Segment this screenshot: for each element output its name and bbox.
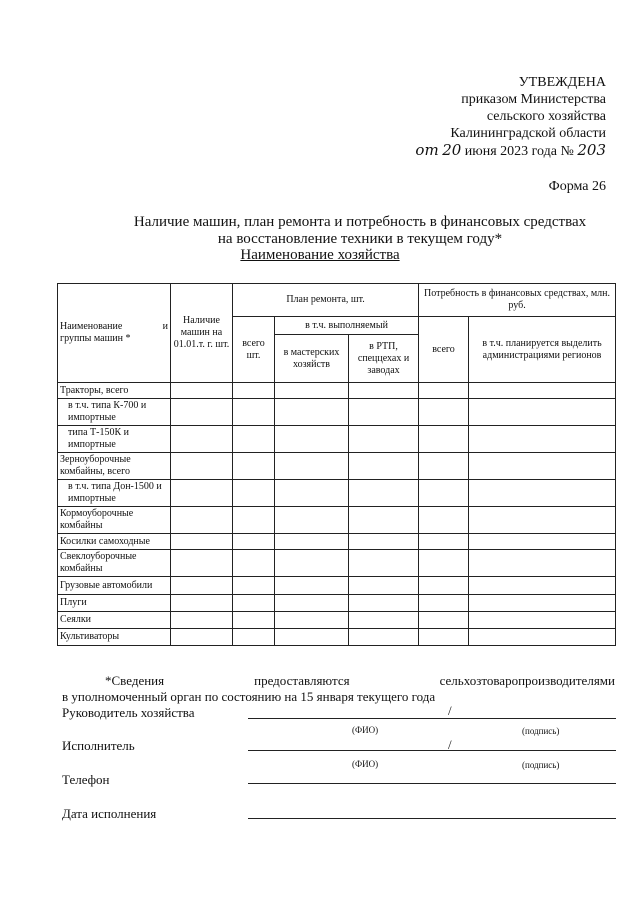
cell[interactable]	[275, 595, 349, 612]
head-signature-line[interactable]	[248, 718, 616, 719]
executor-signature-line[interactable]	[248, 750, 616, 751]
cell[interactable]	[171, 577, 233, 595]
cell[interactable]	[275, 534, 349, 550]
approval-block	[346, 74, 606, 160]
footnote-word1: *Сведения	[105, 673, 165, 688]
table-row	[58, 453, 616, 480]
cell[interactable]	[469, 534, 616, 550]
row-label: Тракторы, всего	[58, 383, 171, 399]
header-need-total: всего	[419, 317, 469, 383]
header-incl-done: в т.ч. выполняемый	[275, 317, 419, 335]
farm-name-label: Наименование хозяйства	[240, 247, 400, 263]
cell[interactable]	[419, 399, 469, 426]
approval-line1: приказом Министерства	[461, 92, 606, 107]
cell[interactable]	[349, 534, 419, 550]
cell[interactable]	[275, 550, 349, 577]
table-row	[58, 612, 616, 629]
head-separator: /	[448, 703, 452, 718]
cell[interactable]	[469, 507, 616, 534]
cell[interactable]	[171, 534, 233, 550]
cell[interactable]	[171, 399, 233, 426]
cell[interactable]	[275, 612, 349, 629]
header-rtp: в РТП, спеццехах и заводах	[349, 335, 419, 383]
cell[interactable]	[419, 629, 469, 646]
cell[interactable]	[419, 383, 469, 399]
header-workshops: в мастерских хозяйств	[275, 335, 349, 383]
footnote-line1	[105, 673, 615, 689]
table-row	[58, 577, 616, 595]
cell[interactable]	[349, 383, 419, 399]
head-label: Руководитель хозяйства	[62, 705, 195, 720]
cell[interactable]	[349, 453, 419, 480]
cell[interactable]	[171, 453, 233, 480]
cell[interactable]	[233, 612, 275, 629]
cell[interactable]	[233, 534, 275, 550]
row-label: Культиваторы	[58, 629, 171, 646]
table-row	[58, 507, 616, 534]
cell[interactable]	[419, 534, 469, 550]
cell[interactable]	[233, 629, 275, 646]
cell[interactable]	[469, 426, 616, 453]
cell[interactable]	[469, 383, 616, 399]
row-label: Зерноуборочные комбайны, всего	[58, 453, 171, 480]
executor-label: Исполнитель	[62, 738, 135, 753]
table-row	[58, 595, 616, 612]
executor-separator: /	[448, 737, 452, 752]
table-row	[58, 550, 616, 577]
cell[interactable]	[233, 453, 275, 480]
date-label: Дата исполнения	[62, 806, 157, 821]
cell[interactable]	[469, 453, 616, 480]
cell[interactable]	[469, 577, 616, 595]
cell[interactable]	[349, 507, 419, 534]
header-name-a: Наименование	[60, 321, 123, 332]
row-label: Косилки самоходные	[58, 534, 171, 550]
cell[interactable]	[349, 629, 419, 646]
executor-sign-caption: (подпись)	[522, 760, 560, 770]
cell[interactable]	[469, 399, 616, 426]
phone-line[interactable]	[248, 783, 616, 784]
row-label: Сеялки	[58, 612, 171, 629]
table-row	[58, 399, 616, 426]
cell[interactable]	[171, 629, 233, 646]
cell[interactable]	[233, 426, 275, 453]
date-line[interactable]	[248, 818, 616, 819]
row-label: Плуги	[58, 595, 171, 612]
cell[interactable]	[275, 577, 349, 595]
cell[interactable]	[233, 480, 275, 507]
cell[interactable]	[275, 453, 349, 480]
phone-label: Телефон	[62, 772, 110, 787]
executor-fio-caption: (ФИО)	[352, 759, 379, 769]
cell[interactable]	[171, 595, 233, 612]
cell[interactable]	[275, 629, 349, 646]
footnote-word2: предоставляются	[254, 673, 350, 688]
header-need: Потребность в финансовых средствах, млн. руб.	[419, 284, 616, 317]
cell[interactable]	[275, 383, 349, 399]
cell[interactable]	[171, 507, 233, 534]
cell[interactable]	[419, 612, 469, 629]
cell[interactable]	[171, 612, 233, 629]
header-available: Наличие машин на 01.01.т. г. шт.	[171, 284, 233, 383]
cell[interactable]	[349, 577, 419, 595]
row-label: Кормоуборочные комбайны	[58, 507, 171, 534]
cell[interactable]	[469, 550, 616, 577]
cell[interactable]	[349, 426, 419, 453]
header-name-b: и	[162, 321, 168, 332]
cell[interactable]	[275, 426, 349, 453]
row-label: типа Т-150К и импортные	[58, 426, 171, 453]
cell[interactable]	[233, 507, 275, 534]
table-row	[58, 426, 616, 453]
head-sign-caption: (подпись)	[522, 726, 560, 736]
date-day: 20	[442, 141, 462, 159]
cell[interactable]	[419, 480, 469, 507]
cell[interactable]	[349, 550, 419, 577]
header-name-c: группы машин *	[60, 333, 131, 344]
header-plan-total: всего шт.	[233, 317, 275, 383]
cell[interactable]	[349, 595, 419, 612]
cell[interactable]	[469, 629, 616, 646]
table-row	[58, 480, 616, 507]
cell[interactable]	[171, 426, 233, 453]
approval-heading: УТВЕЖДЕНА	[518, 75, 606, 90]
row-label: Грузовые автомобили	[58, 577, 171, 595]
row-label: в т.ч. типа Дон-1500 и импортные	[58, 480, 171, 507]
form-number: Форма 26	[548, 179, 606, 194]
cell[interactable]	[469, 480, 616, 507]
approval-date-line	[346, 142, 606, 160]
footnote-word3: сельхозтоваропроизводителями	[439, 673, 615, 688]
order-number: 203	[577, 141, 606, 159]
cell[interactable]	[469, 612, 616, 629]
cell[interactable]	[171, 383, 233, 399]
approval-line3: Калининградской области	[450, 126, 606, 141]
cell[interactable]	[233, 577, 275, 595]
cell[interactable]	[419, 426, 469, 453]
cell[interactable]	[419, 453, 469, 480]
table-row	[58, 383, 616, 399]
cell[interactable]	[419, 577, 469, 595]
head-fio-caption: (ФИО)	[352, 725, 379, 735]
cell[interactable]	[349, 399, 419, 426]
cell[interactable]	[419, 595, 469, 612]
date-prefix: от	[415, 141, 439, 159]
cell[interactable]	[419, 507, 469, 534]
footnote-line2: в уполномоченный орган по состоянию на 15 января текущего года	[62, 689, 436, 704]
header-need-admin: в т.ч. планируется выделить администрациями регионов	[469, 317, 616, 383]
cell[interactable]	[233, 595, 275, 612]
title-line1: Наличие машин, план ремонта и потребность в финансовых средствах	[133, 214, 587, 230]
cell[interactable]	[275, 507, 349, 534]
header-plan: План ремонта, шт.	[233, 284, 419, 317]
cell[interactable]	[275, 480, 349, 507]
row-label: в т.ч. типа К-700 и импортные	[58, 399, 171, 426]
table-row	[58, 534, 616, 550]
cell[interactable]	[171, 480, 233, 507]
cell[interactable]	[275, 399, 349, 426]
cell[interactable]	[171, 550, 233, 577]
table-row	[58, 629, 616, 646]
date-rest: июня 2023 года №	[464, 144, 574, 159]
cell[interactable]	[233, 383, 275, 399]
cell[interactable]	[349, 480, 419, 507]
approval-line2: сельского хозяйства	[486, 109, 606, 124]
header-name	[58, 284, 171, 383]
machines-table	[57, 283, 616, 646]
cell[interactable]	[233, 399, 275, 426]
title-line2: на восстановление техники в текущем году*	[217, 231, 503, 247]
document-title	[120, 214, 600, 248]
cell[interactable]	[349, 612, 419, 629]
cell[interactable]	[419, 550, 469, 577]
row-label: Свеклоуборочные комбайны	[58, 550, 171, 577]
cell[interactable]	[233, 550, 275, 577]
cell[interactable]	[469, 595, 616, 612]
